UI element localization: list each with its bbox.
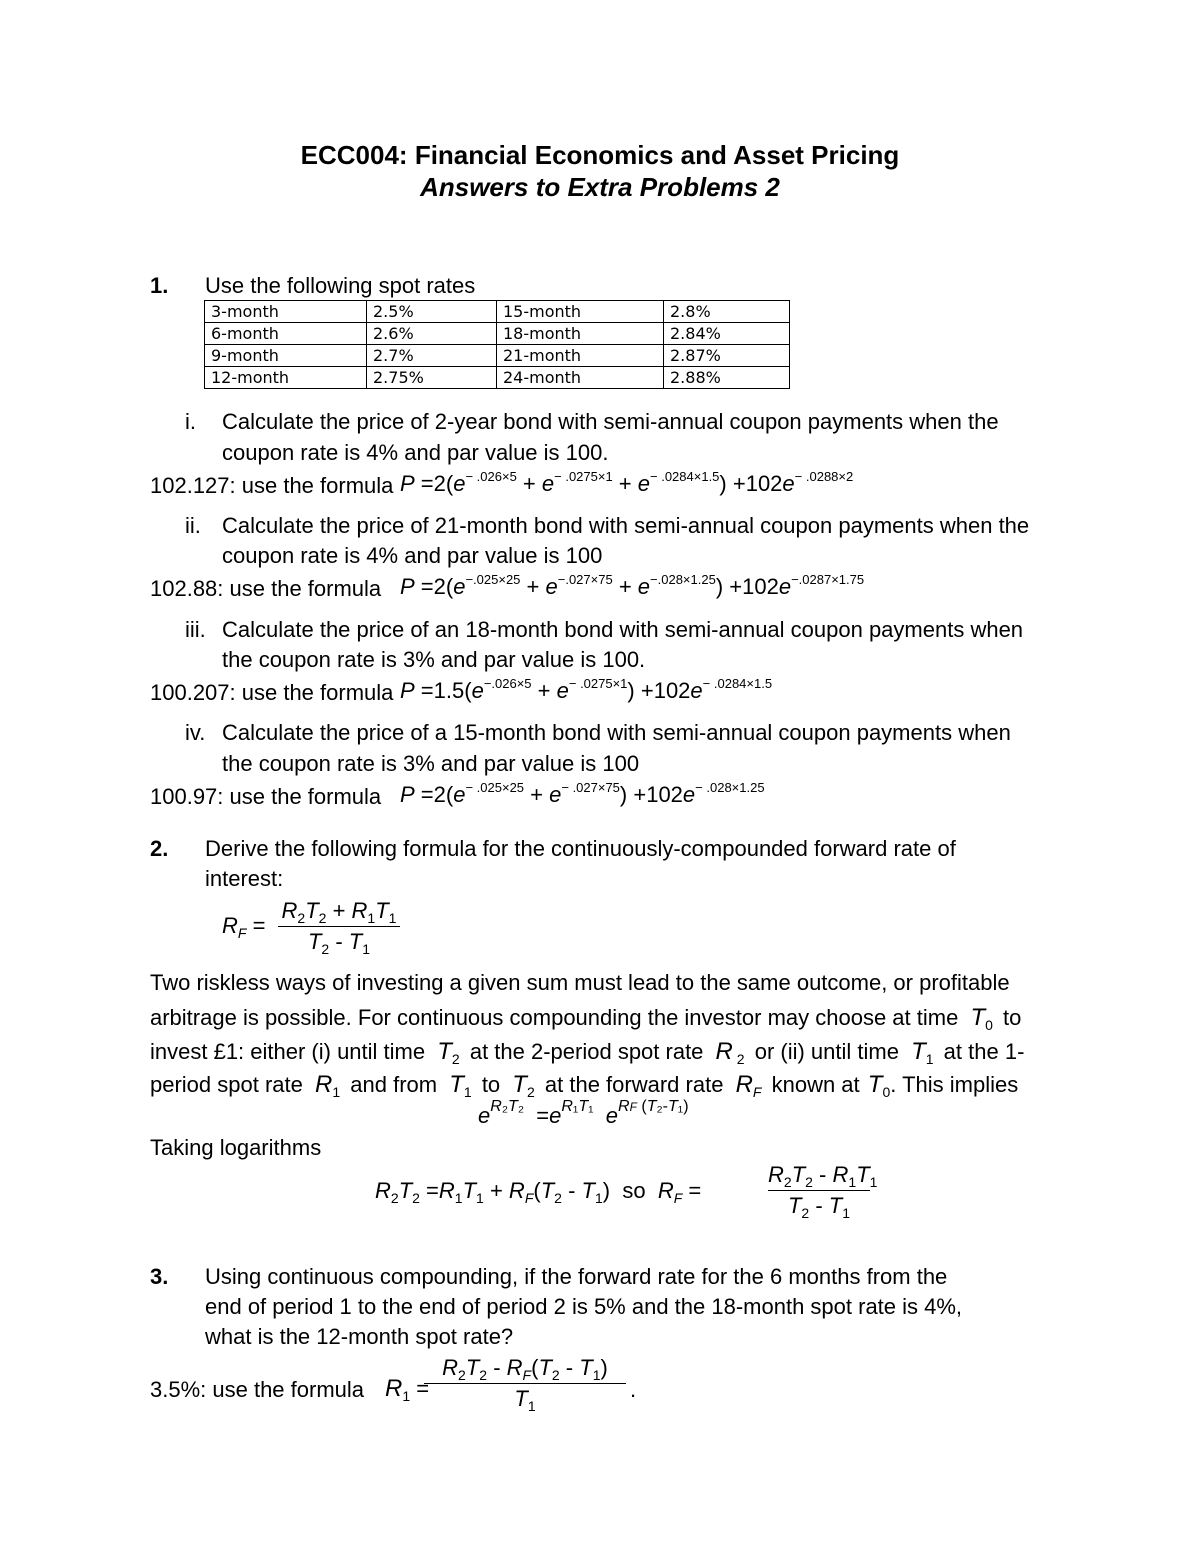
part-iii-answer: 100.207: use the formula [150,680,394,705]
part-i-line1: Calculate the price of 2-year bond with semi-annual coupon payments when the [222,409,999,434]
spot-rates-table [204,300,790,389]
table-cell: 24-month [497,367,664,389]
part-i-label: i. [185,409,196,434]
part-iii-line1: Calculate the price of an 18-month bond with semi-annual coupon payments when [222,617,1024,642]
part-iii-label: iii. [185,617,206,642]
table-cell: 21-month [497,345,664,367]
forward-rate-fraction: $R_2T_2 + R_1T_1$ $T_2 - T_1$ [278,898,400,955]
part-i-formula: $P =2(e^{- .026\times 5} + e^{- .0275\times 1} + e^{- .0284\times 1.5}) +102e^{- .0288\times 2}$ [400,469,854,496]
part-i-line2: coupon rate is 4% and par value is 100. [222,440,609,465]
table-cell: 2.75% [367,367,497,389]
part-iv-label: iv. [185,720,206,745]
implies-formula: $e^{R_2T_2} =e^{R_1T_1}$ $e^{RF (T_2-T_1)}$ [478,1098,689,1128]
log-formula: $R_2T_2 =R_1T_1 + R_F(T_2 - T_1)$ so $R_F$ = [375,1178,702,1206]
table-cell: 6-month [205,323,367,345]
table-cell: 2.5% [367,301,497,323]
table-cell: 3-month [205,301,367,323]
question-3-line2: end of period 1 to the end of period 2 is 5% and the 18-month spot rate is 4%, [205,1294,963,1319]
table-cell: 9-month [205,345,367,367]
question-2-line1: Derive the following formula for the continuously-compounded forward rate of [205,836,956,861]
part-i-answer: 102.127: use the formula [150,473,394,498]
question-3-line3: what is the 12-month spot rate? [205,1324,514,1349]
part-ii-label: ii. [185,513,201,538]
para-line-4: period spot rate $R_1$ and from $T_1$ to $T_2$ at the forward rate $R_F$ known at $T_0$. This implies [150,1071,1019,1100]
log-formula-fraction: $R_2T_2 - R_1T_1$ $T_2 - T_1$ [768,1162,878,1221]
forward-rate-lhs: $R_F$ = [222,913,266,941]
table-cell: 15-month [497,301,664,323]
part-iv-line2: the coupon rate is 3% and par value is 100 [222,751,640,776]
question-1-number: 1. [150,273,169,298]
taking-logarithms: Taking logarithms [150,1135,322,1160]
part-iv-line1: Calculate the price of a 15-month bond with semi-annual coupon payments when [222,720,1011,745]
question-3-line1: Using continuous compounding, if the forward rate for the 6 months from the [205,1264,948,1289]
table-cell: 2.8% [664,301,790,323]
part-ii-answer: 102.88: use the formula [150,576,382,601]
table-cell: 2.7% [367,345,497,367]
page-title: ECC004: Financial Economics and Asset Pricing [300,140,900,170]
q3-formula-fraction: $R_2T_2 - R_F(T_2 - T_1)$ $T_1$ [424,1355,626,1412]
part-iii-formula: $P =1.5(e^{-.026\times 5} + e^{- .0275\times 1}) +102e^{- .0284\times 1.5}$ [400,676,773,703]
table-cell: 2.6% [367,323,497,345]
q3-formula-lhs: $R_1$ = [385,1375,430,1404]
q3-formula-period: . [630,1377,637,1402]
part-iv-answer: 100.97: use the formula [150,784,382,809]
page-subtitle: Answers to Extra Problems 2 [420,172,780,202]
part-iv-formula: $P =2(e^{- .025\times 25} + e^{- .027\times 75}) +102e^{- .028\times 1.25}$ [400,780,765,807]
table-cell: 2.84% [664,323,790,345]
question-3-answer: 3.5%: use the formula [150,1377,365,1402]
para-line-2: arbitrage is possible. For continuous compounding the investor may choose at time $T_0$ to [150,1004,1022,1033]
para-line-3: invest £1: either (i) until time $T_2$ at the 2-period spot rate R $_2$ or (ii) until time $T_1$ at the 1- [150,1038,1025,1067]
table-row [205,367,790,389]
question-2-line2: interest: [205,866,284,891]
part-ii-line1: Calculate the price of 21-month bond with semi-annual coupon payments when the [222,513,1030,538]
question-2-number: 2. [150,836,169,861]
table-cell: 12-month [205,367,367,389]
table-cell: 2.87% [664,345,790,367]
part-ii-line2: coupon rate is 4% and par value is 100 [222,543,603,568]
table-row [205,345,790,367]
table-row [205,323,790,345]
part-ii-formula: $P =2(e^{-.025\times 25} + e^{-.027\times 75} + e^{-.028\times 1.25}) +102e^{-.0287\times 1.75}$ [400,572,865,599]
part-iii-line2: the coupon rate is 3% and par value is 100. [222,647,646,672]
question-1-prompt: Use the following spot rates [205,273,476,298]
para-line-1: Two riskless ways of investing a given sum must lead to the same outcome, or profitable [150,970,1010,995]
table-row [205,301,790,323]
table-cell: 18-month [497,323,664,345]
rates-table-grid [204,300,790,389]
question-3-number: 3. [150,1264,169,1289]
table-cell: 2.88% [664,367,790,389]
